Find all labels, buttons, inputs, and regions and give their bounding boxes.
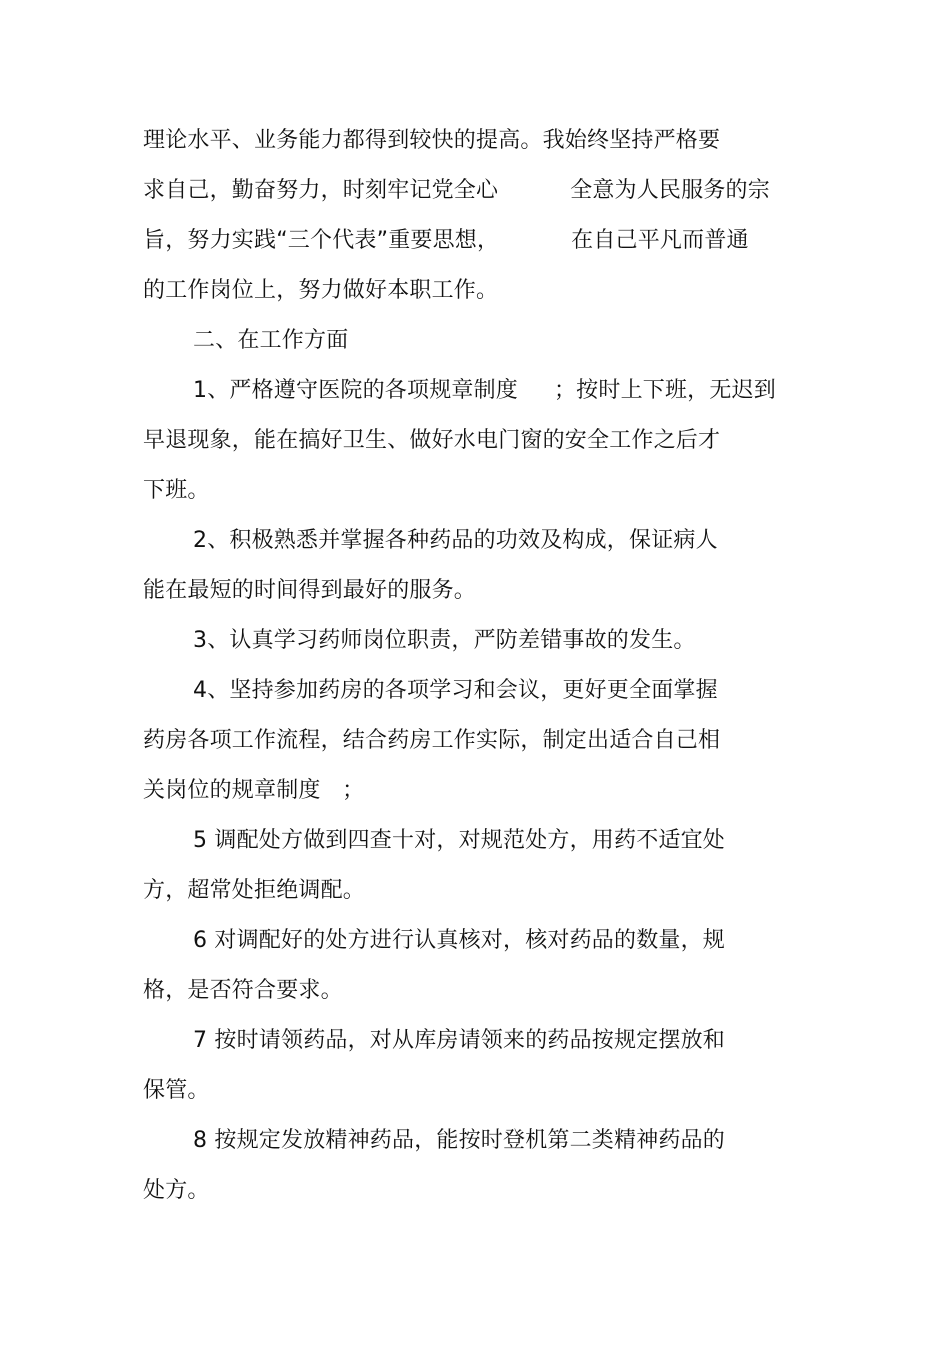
- text-line: 下班。: [143, 478, 210, 503]
- text-line: 方，超常处拒绝调配。: [143, 878, 366, 903]
- list-item-8: 8 按规定发放精神药品，能按时登机第二类精神药品的: [193, 1128, 725, 1153]
- text-line: 早退现象，能在搞好卫生、做好水电门窗的安全工作之后才: [143, 428, 721, 453]
- text-line: 药房各项工作流程，结合药房工作实际，制定出适合自己相: [143, 728, 721, 753]
- list-item-4: 4、坚持参加药房的各项学习和会议，更好更全面掌握: [193, 678, 718, 703]
- list-item-6: 6 对调配好的处方进行认真核对，核对药品的数量，规: [193, 928, 725, 953]
- list-item-5: 5 调配处方做到四查十对，对规范处方，用药不适宜处: [193, 828, 725, 853]
- text-line: 关岗位的规章制度 ；: [143, 778, 365, 803]
- list-item-1: 1、严格遵守医院的各项规章制度 ；按时上下班，无迟到: [193, 378, 776, 403]
- text-line: 格，是否符合要求。: [143, 978, 343, 1003]
- text-line: 求自己，勤奋努力，时刻牢记党全心 全意为人民服务的宗: [143, 178, 770, 203]
- text-line: 旨，努力实践“三个代表”重要思想， 在自己平凡而普通: [143, 228, 749, 253]
- text-line: 的工作岗位上，努力做好本职工作。: [143, 278, 499, 303]
- text-line: 保管。: [143, 1078, 210, 1103]
- text-line: 处方。: [143, 1178, 210, 1203]
- list-item-2: 2、积极熟悉并掌握各种药品的功效及构成，保证病人: [193, 528, 718, 553]
- list-item-7: 7 按时请领药品，对从库房请领来的药品按规定摆放和: [193, 1028, 725, 1053]
- text-line: 能在最短的时间得到最好的服务。: [143, 578, 477, 603]
- text-line: 理论水平、业务能力都得到较快的提高。我始终坚持严格要: [143, 128, 721, 153]
- list-item-3: 3、认真学习药师岗位职责，严防差错事故的发生。: [193, 628, 696, 653]
- section-heading: 二、在工作方面: [193, 328, 349, 353]
